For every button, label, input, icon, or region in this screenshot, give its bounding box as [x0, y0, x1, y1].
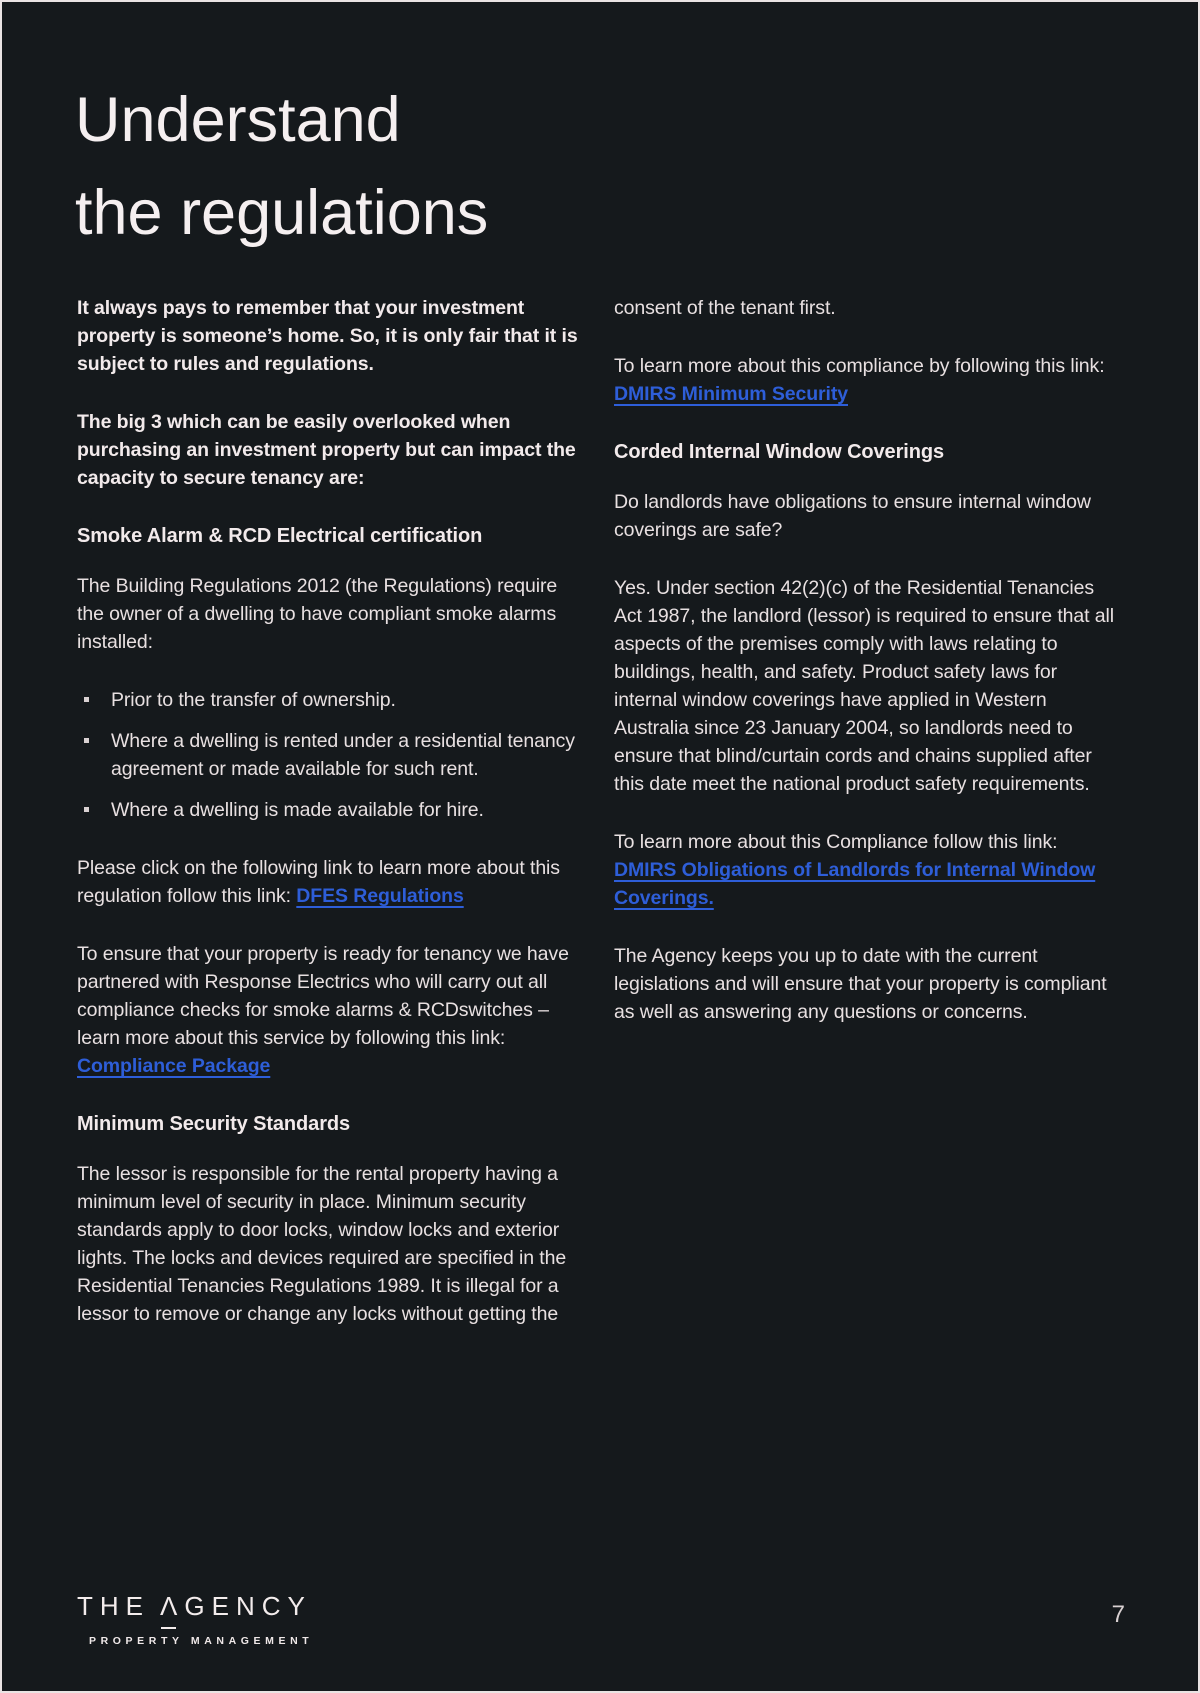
page-number: 7	[1111, 1601, 1125, 1628]
left-column	[77, 294, 582, 1358]
heading-smoke-alarm-rcd: Smoke Alarm & RCD Electrical certification	[77, 525, 483, 547]
window-coverings-answer: Yes. Under section 42(2)(c) of the Residential Tenancies Act 1987, the landlord (lessor) is required to ensure that all aspects of the premises comply with laws relating to buildings, health, and safety. Product safety laws for internal window coverings have applied in Western Australia since 23 January 2004, so landlords need to ensure that blind/curtain cords and chains supplied after this date meet the national product safety requirements.	[614, 577, 1114, 795]
response-electrics-paragraph	[77, 940, 582, 1080]
window-coverings-question: Do landlords have obligations to ensure internal window coverings are safe?	[614, 491, 1091, 541]
page-title	[75, 74, 1198, 260]
minimum-security-paragraph: The lessor is responsible for the rental property having a minimum level of security in place. Minimum security standards apply to door locks, window locks and exterior lights. The locks and devices required are specified in the Residential Tenancies Regulations 1989. It is illegal for a lessor to remove or change any locks without getting the	[77, 1163, 567, 1325]
agency-logo	[77, 1591, 313, 1647]
dmirs-obligations-paragraph	[614, 828, 1125, 912]
heading-corded-window-coverings: Corded Internal Window Coverings	[614, 441, 944, 463]
two-column-body	[77, 294, 1123, 1358]
dfes-regulations-paragraph	[77, 854, 582, 910]
continuation-paragraph: consent of the tenant first.	[614, 297, 836, 319]
smoke-alarm-bullet-list	[77, 686, 582, 824]
logo-text-the: THE	[77, 1591, 150, 1621]
logo-stylized-a-glyph: Λ	[160, 1591, 185, 1621]
compliance-package-link[interactable]: Compliance Package	[77, 1055, 271, 1077]
bullet-item-rented-dwelling: Where a dwelling is rented under a residential tenancy agreement or made available for such rent.	[77, 727, 582, 783]
intro-paragraph-2: The big 3 which can be easily overlooked when purchasing an investment property but can impact the capacity to secure tenancy are:	[77, 411, 576, 489]
dmirs-obligations-link[interactable]: DMIRS Obligations of Landlords for Internal Window Coverings.	[614, 859, 1096, 909]
bullet-item-transfer-ownership: Prior to the transfer of ownership.	[77, 686, 582, 714]
logo-text-gency: GENCY	[184, 1591, 312, 1621]
smoke-alarm-intro: The Building Regulations 2012 (the Regulations) require the owner of a dwelling to have compliant smoke alarms installed:	[77, 575, 558, 653]
dfes-regulations-link[interactable]: DFES Regulations	[296, 885, 464, 907]
dfes-regulations-text: Please click on the following link to learn more about this regulation follow this link:	[77, 857, 560, 907]
bullet-item-available-for-hire: Where a dwelling is made available for hire.	[77, 796, 582, 824]
page-title-line1: Understand	[75, 85, 401, 155]
dmirs-minimum-security-paragraph	[614, 352, 1125, 408]
page-footer	[77, 1591, 1125, 1647]
intro-paragraph-1: It always pays to remember that your investment property is someone’s home. So, it is only fair that it is subject to rules and regulations.	[77, 297, 578, 375]
agency-logo-wordmark	[77, 1591, 313, 1622]
dmirs-minimum-security-text: To learn more about this compliance by following this link:	[614, 355, 1105, 377]
page-title-line2: the regulations	[75, 178, 489, 248]
closing-paragraph: The Agency keeps you up to date with the current legislations and will ensure that your property is compliant as well as answering any questions or concerns.	[614, 945, 1107, 1023]
heading-minimum-security-standards: Minimum Security Standards	[77, 1113, 351, 1135]
dmirs-obligations-text: To learn more about this Compliance follow this link:	[614, 831, 1058, 853]
logo-subtitle: PROPERTY MANAGEMENT	[89, 1635, 314, 1647]
right-column	[614, 294, 1125, 1358]
dmirs-minimum-security-link[interactable]: DMIRS Minimum Security	[614, 383, 848, 405]
response-electrics-text: To ensure that your property is ready for tenancy we have partnered with Response Electrics who will carry out all compliance checks for smoke alarms & RCDswitches – learn more about this service by following this link:	[77, 943, 569, 1049]
